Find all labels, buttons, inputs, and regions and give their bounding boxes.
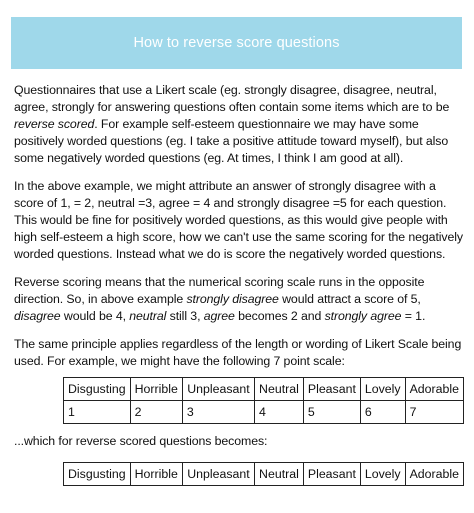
table-cell-label: Disgusting xyxy=(64,378,131,401)
reverse-scored-emphasis: reverse scored xyxy=(14,117,95,131)
seven-point-scale-table xyxy=(63,377,464,424)
table-cell-score: 5 xyxy=(303,401,360,424)
paragraph-seven-point xyxy=(14,336,464,370)
table-row-scores xyxy=(64,401,464,424)
table-cell-label: Horrible xyxy=(130,463,182,486)
em-strongly-disagree: strongly disagree xyxy=(186,292,279,306)
table-cell-score: 7 xyxy=(405,401,463,424)
em-disagree: disagree xyxy=(14,309,61,323)
table-cell-label: Horrible xyxy=(130,378,182,401)
em-agree: agree xyxy=(203,309,235,323)
paragraph-example-text: In the above example, we might attribute an answer of strongly disagree with a score of 1, = 2, neutral =3, agree = 4 and strongly disagree =5 for each question. This would be fine for positively worded questions, as this would give people with high self-esteem a high score, how we can't use the same scoring for the negatively worded questions. Instead what we do is score the negatively worded questions. xyxy=(14,179,463,261)
table-cell-label: Lovely xyxy=(360,463,405,486)
paragraph-seven-point-text: The same principle applies regardless of the length or wording of Likert Scale being used. For example, we might have the following 7 point scale: xyxy=(14,337,462,368)
paragraph-intro xyxy=(14,82,464,167)
title-banner xyxy=(11,17,462,69)
table-cell-label: Pleasant xyxy=(303,378,360,401)
table-cell-score: 2 xyxy=(130,401,182,424)
paragraph-intro-text-2: . For example self-esteem questionnaire we may have some positively worded questions (eg. I take a positive attitude toward myself), but also some negatively worded questions (eg. At times, I think I am good at all). xyxy=(14,117,449,165)
table-row-labels xyxy=(64,378,464,401)
paragraph-reverse-text-d: still 3, xyxy=(166,309,204,323)
table-cell-score: 1 xyxy=(64,401,131,424)
reverse-scale-table xyxy=(63,462,464,486)
table-cell-score: 3 xyxy=(182,401,254,424)
paragraph-reverse-text-e: becomes 2 and xyxy=(234,309,325,323)
table-cell-label: Unpleasant xyxy=(182,378,254,401)
table-cell-label: Neutral xyxy=(255,463,304,486)
table-cell-label: Lovely xyxy=(360,378,405,401)
paragraph-intro-text: Questionnaires that use a Likert scale (eg. strongly disagree, disagree, neutral, agree, strongly for answering questions often contain some items which are to be xyxy=(14,83,450,114)
paragraph-reverse-text-f: = 1. xyxy=(401,309,426,323)
table-cell-label: Neutral xyxy=(255,378,304,401)
page-title: How to reverse score questions xyxy=(133,35,340,51)
paragraph-reverse-intro-text: ...which for reverse scored questions becomes: xyxy=(14,434,268,448)
table-cell-score: 4 xyxy=(255,401,304,424)
paragraph-reverse-intro xyxy=(14,433,464,450)
table-cell-label: Disgusting xyxy=(64,463,131,486)
em-neutral: neutral xyxy=(129,309,167,323)
table-row-labels xyxy=(64,463,464,486)
article-body xyxy=(14,82,464,495)
table-cell-label: Adorable xyxy=(405,378,463,401)
paragraph-reverse-text-a: Reverse scoring means that the numerical scoring scale runs in the opposite direction. So, in above example xyxy=(14,275,425,306)
paragraph-reverse-text-c: would be 4, xyxy=(60,309,130,323)
paragraph-example xyxy=(14,178,464,263)
paragraph-reverse-text-b: would attract a score of 5, xyxy=(278,292,421,306)
paragraph-reverse-scoring xyxy=(14,274,464,325)
em-strongly-agree: strongly agree xyxy=(324,309,402,323)
table-cell-label: Pleasant xyxy=(303,463,360,486)
table-cell-label: Adorable xyxy=(405,463,463,486)
table-cell-label: Unpleasant xyxy=(182,463,254,486)
table-cell-score: 6 xyxy=(360,401,405,424)
